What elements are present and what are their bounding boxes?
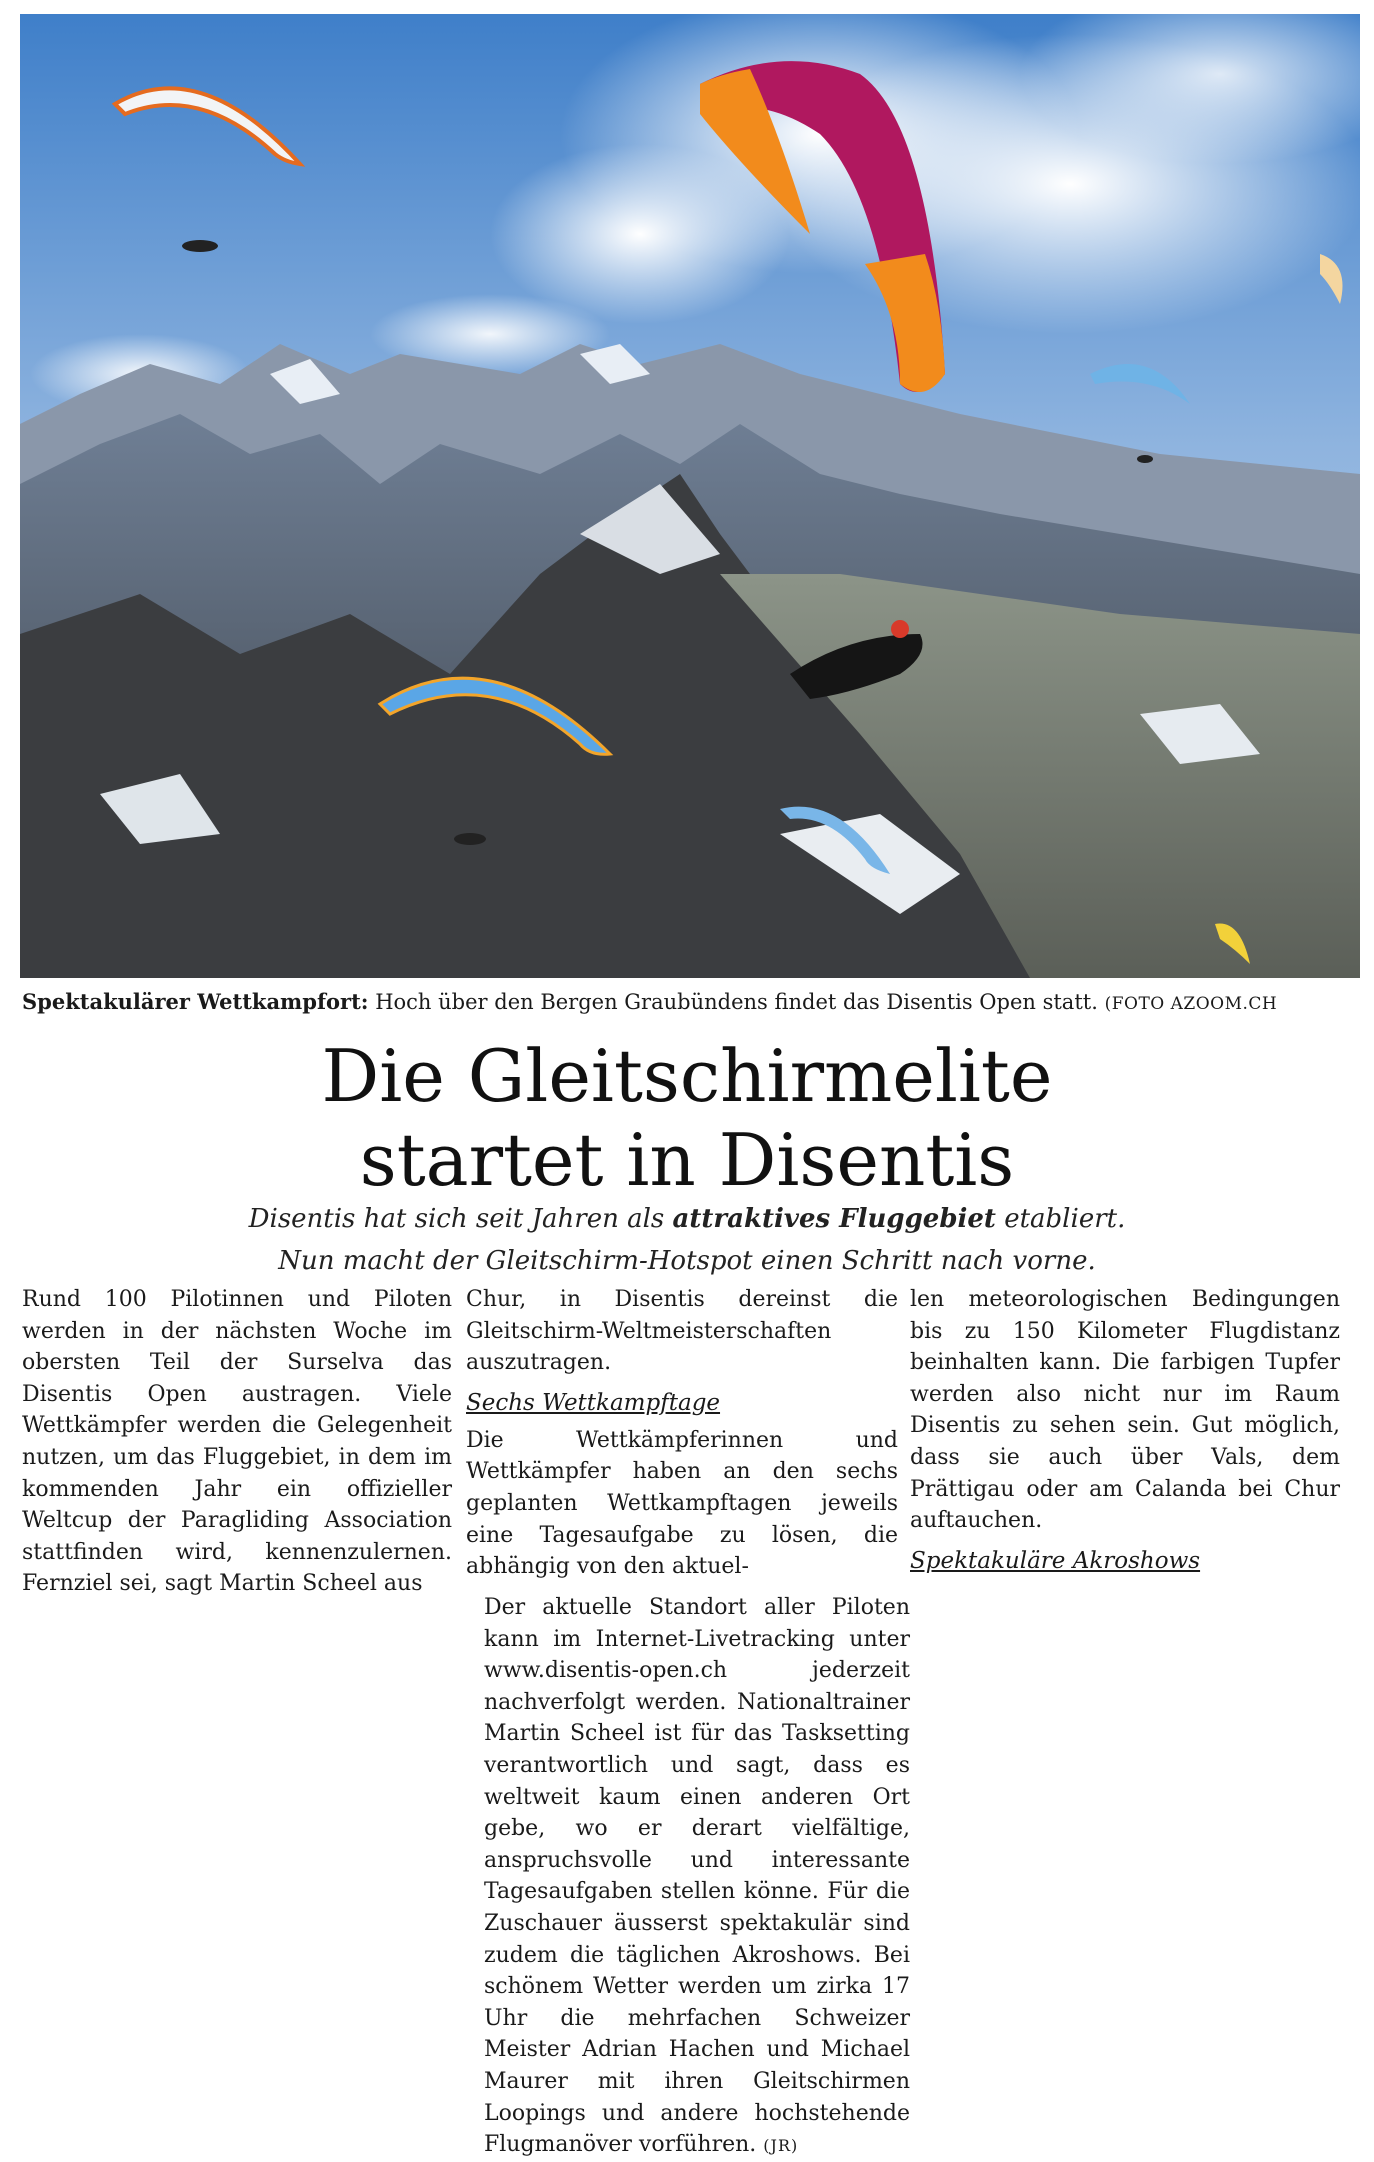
subheading-akroshows: Spektakuläre Akroshows bbox=[910, 1547, 1201, 1574]
photo-credit: (FOTO AZOOM.CH bbox=[1104, 994, 1278, 1014]
article-column-4 bbox=[484, 1592, 910, 2162]
paragliders-over-mountains-photo bbox=[20, 14, 1360, 978]
caption-bold: Spektakulärer Wettkampfort: bbox=[22, 989, 369, 1014]
article-column-3 bbox=[910, 1284, 1340, 1583]
lead-bold: attraktives Fluggebiet bbox=[672, 1204, 996, 1234]
article-column-1 bbox=[22, 1284, 452, 1600]
subheading-sechs-wettkampftage: Sechs Wettkampftage bbox=[466, 1389, 721, 1416]
body-paragraph: Die Wettkämpferinnen und Wettkämpfer haben an den sechs geplanten Wettkampftagen jeweils eine Tagesaufgabe zu lösen, die abhängig von den aktuel- bbox=[466, 1427, 898, 1580]
author-initials: (JR) bbox=[763, 2136, 799, 2156]
lead-text bbox=[0, 1198, 1374, 1282]
body-paragraph bbox=[484, 1592, 910, 2162]
body-paragraph: Chur, in Disentis dereinst die Gleitschirm-Weltmeisterschaften auszutragen. bbox=[466, 1287, 898, 1376]
headline-line-2: startet in Disentis bbox=[359, 1118, 1015, 1202]
lead-part-1: Disentis hat sich seit Jahren als bbox=[248, 1204, 665, 1234]
caption-text: Hoch über den Bergen Graubündens findet das Disentis Open statt. bbox=[375, 990, 1098, 1014]
lead-line-2: Nun macht der Gleitschirm-Hotspot einen Schritt nach vorne. bbox=[278, 1246, 1096, 1276]
article-column-2 bbox=[466, 1284, 898, 1583]
body-paragraph: Rund 100 Pilotinnen und Piloten werden in der nächsten Woche im obersten Teil der Surselva das Disentis Open austragen. Viele Wettkämpfer werden die Gelegenheit nutzen, um das Fluggebiet, in dem im kommenden Jahr ein offizieller Weltcup der Paragliding Association stattfinden wird, kennenzulernen. Fernziel sei, sagt Martin Scheel aus bbox=[22, 1287, 452, 1597]
body-paragraph: len meteorologischen Bedingungen bis zu 150 Kilometer Flugdistanz beinhalten kann. Die farbigen Tupfer werden also nicht nur im Raum Disentis zu sehen sein. Gut möglich, dass sie auch über Vals, dem Prättigau oder am Calanda bei Chur auftauchen. bbox=[910, 1287, 1340, 1534]
lead-part-2: etabliert. bbox=[1004, 1204, 1126, 1234]
article-photo bbox=[20, 14, 1360, 978]
body-text: Der aktuelle Standort aller Piloten kann im Internet-Livetracking unter www.disentis-open.ch jederzeit nachverfolgt werden. Nationaltrainer Martin Scheel ist für das Tasksetting verantwortlich und sagt, dass es weltweit kaum einen anderen Ort gebe, wo er derart vielfältige, anspruchsvolle und interessante Tagesaufgaben stellen könne. Für die Zuschauer äusserst spektakulär sind zudem die täglichen Akroshows. Bei schönem Wetter werden um zirka 17 Uhr die mehrfachen Schweizer Meister Adrian Hachen und Michael Maurer mit ihren Gleitschirmen Loopings und andere hochstehende Flugmanöver vorführen. bbox=[484, 1595, 910, 2158]
headline-line-1: Die Gleitschirmelite bbox=[321, 1034, 1053, 1118]
photo-caption bbox=[22, 988, 1362, 1018]
headline bbox=[0, 1034, 1374, 1202]
